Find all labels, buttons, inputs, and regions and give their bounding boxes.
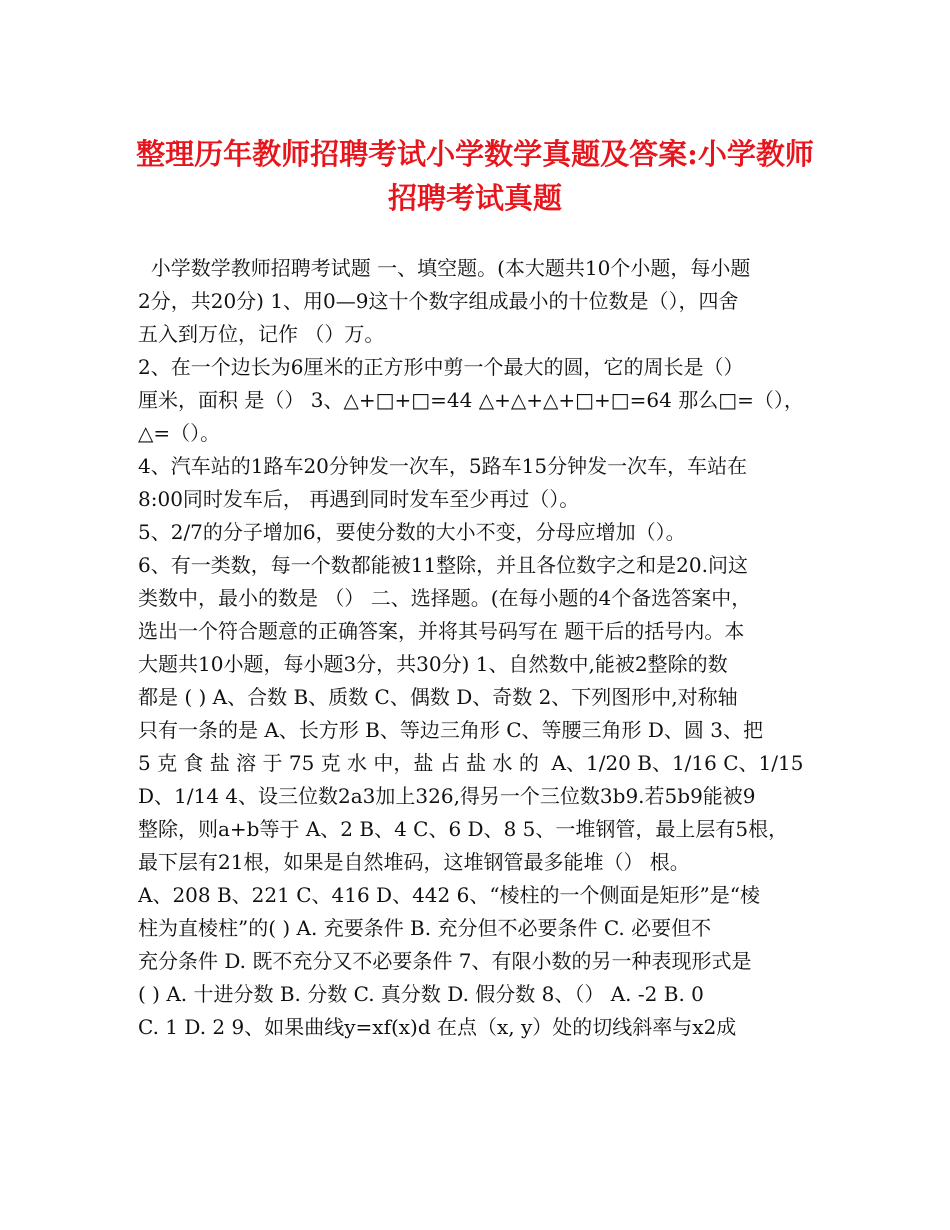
body-text-line: 选出一个符合题意的正确答案，并将其号码写在 题干后的括号内。本 <box>138 619 745 643</box>
document-title-line-2: 招聘考试真题 <box>387 181 562 215</box>
body-text-line: 4、汽车站的1路车20分钟发一次车，5路车15分钟发一次车，车站在 <box>138 454 748 478</box>
body-text-line: 小学数学教师招聘考试题 一、填空题。(本大题共10个小题，每小题 <box>138 256 751 280</box>
document-title-line-1: 整理历年教师招聘考试小学数学真题及答案:小学教师 <box>136 137 814 171</box>
body-text-line: 整除，则a+b等于 A、2 B、4 C、6 D、8 5、一堆钢管，最上层有5根， <box>138 817 789 841</box>
body-text-line: 最下层有21根，如果是自然堆码，这堆钢管最多能堆（） 根。 <box>138 850 690 874</box>
body-text-line: 5、2/7的分子增加6，要使分数的大小不变，分母应增加（）。 <box>138 520 686 544</box>
body-text-line: 6、有一类数，每一个数都能被11整除，并且各位数字之和是20.问这 <box>138 553 748 577</box>
body-text-line: 充分条件 D. 既不充分又不必要条件 7、有限小数的另一种表现形式是 <box>138 949 752 973</box>
body-text-line: 都是 ( ) A、合数 B、质数 C、偶数 D、奇数 2、下列图形中,对称轴 <box>138 685 738 709</box>
body-text-line: 五入到万位，记作 （）万。 <box>138 322 385 346</box>
body-text-line: △=（）。 <box>138 421 221 445</box>
body-text-line: 厘米，面积 是（） 3、△+□+□=44 △+△+△+□+□=64 那么□=（）， <box>138 388 804 412</box>
body-text-line: 8:00同时发车后， 再遇到同时发车至少再过（）。 <box>138 487 580 511</box>
document-body <box>138 252 828 1044</box>
body-text-line: 2分，共20分) 1、用0—9这十个数字组成最小的十位数是（），四舍 <box>138 289 739 313</box>
body-text-line: 大题共10小题，每小题3分，共30分) 1、自然数中,能被2整除的数 <box>138 652 728 676</box>
body-text-line: ( ) A. 十进分数 B. 分数 C. 真分数 D. 假分数 8、（） A. -2 B. 0 <box>138 982 704 1006</box>
body-text-line: C. 1 D. 2 9、如果曲线y=xf(x)d 在点（x, y）处的切线斜率与x2成 <box>138 1015 737 1039</box>
body-text-line: A、208 B、221 C、416 D、442 6、“棱柱的一个侧面是矩形”是“棱 <box>138 883 761 907</box>
body-text-line: 2、在一个边长为6厘米的正方形中剪一个最大的圆，它的周长是（） <box>138 355 744 379</box>
body-text-line: D、1/14 4、设三位数2a3加上326,得另一个三位数3b9.若5b9能被9 <box>138 784 756 808</box>
body-text-line: 只有一条的是 A、长方形 B、等边三角形 C、等腰三角形 D、圆 3、把 <box>138 718 763 742</box>
body-text-line: 类数中，最小的数是 （） 二、选择题。(在每小题的4个备选答案中， <box>138 586 752 610</box>
body-text-line: 柱为直棱柱”的( ) A. 充要条件 B. 充分但不必要条件 C. 必要但不 <box>138 916 712 940</box>
body-text-line: 5 克 食 盐 溶 于 75 克 水 中，盐 占 盐 水 的 A、1/20 B、1/16 C、1/15 <box>138 751 804 775</box>
